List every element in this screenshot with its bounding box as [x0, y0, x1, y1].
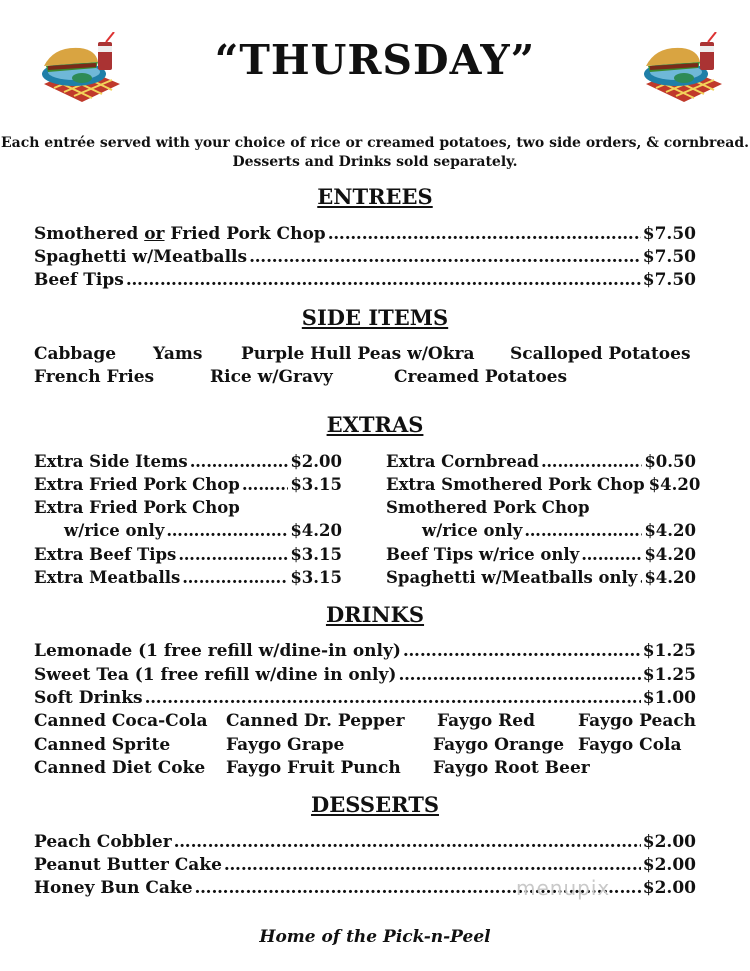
menu-item	[34, 247, 696, 267]
item-name: Extra Meatballs	[34, 568, 181, 587]
extra-item	[34, 521, 342, 540]
item-price: $2.00	[290, 452, 342, 471]
item-name: Beef Tips w/rice only	[386, 545, 580, 564]
extra-item	[34, 568, 342, 587]
intro-line: Each entrée served with your choice of rice or creamed potatoes, two side orders, & cornbread.	[0, 135, 749, 151]
item-name: Soft Drinks	[34, 688, 143, 708]
item-name: Peanut Butter Cake	[34, 855, 222, 875]
menu-item	[34, 224, 696, 244]
side-item: Scalloped Potatoes	[510, 344, 691, 364]
item-price: $0.50	[644, 452, 696, 471]
menu-item	[34, 832, 696, 852]
drink-item: Faygo Orange	[433, 735, 565, 755]
section-heading-drinks: DRINKS	[325, 602, 425, 627]
side-item: Rice w/Gravy	[210, 367, 333, 387]
footer-tagline: Home of the Pick-n-Peel	[259, 927, 491, 947]
item-price: $1.25	[642, 665, 696, 685]
drink-item: Canned Diet Coke	[34, 758, 206, 778]
item-name: Extra Smothered Pork Chop	[386, 475, 645, 494]
item-name: Spaghetti w/Meatballs only	[386, 568, 638, 587]
drink-item: Faygo Peach	[578, 711, 697, 731]
menu-item	[34, 665, 696, 685]
menu-item	[34, 855, 696, 875]
extra-item	[386, 545, 696, 564]
item-name: Extra Side Items	[34, 452, 188, 471]
drink-item: Faygo Red	[437, 711, 536, 731]
intro-line: Desserts and Drinks sold separately.	[232, 154, 518, 170]
item-price: $3.15	[290, 568, 342, 587]
item-price: $4.20	[644, 545, 696, 564]
section-heading-sides: SIDE ITEMS	[301, 305, 449, 330]
item-price: $1.00	[642, 688, 696, 708]
item-name: Honey Bun Cake	[34, 878, 193, 898]
item-price: $3.15	[290, 475, 342, 494]
item-price: $2.00	[642, 878, 696, 898]
extra-item	[386, 568, 696, 587]
item-price: $4.20	[644, 521, 696, 540]
item-name: Spaghetti w/Meatballs	[34, 247, 248, 267]
item-price: $2.00	[642, 832, 696, 852]
item-name: Extra Fried Pork Chop	[34, 475, 240, 494]
side-item: Yams	[153, 344, 203, 364]
item-name: w/rice only	[64, 521, 165, 540]
extra-item-name: Smothered Pork Chop	[386, 498, 590, 517]
side-item: French Fries	[34, 367, 155, 387]
item-price: $1.25	[642, 641, 696, 661]
section-heading-extras: EXTRAS	[326, 412, 424, 437]
page-title: “THURSDAY”	[214, 36, 536, 84]
side-item: Creamed Potatoes	[394, 367, 568, 387]
menu-item	[34, 688, 696, 708]
extra-item	[34, 475, 342, 494]
extra-item	[386, 475, 701, 494]
item-name: Beef Tips	[34, 270, 124, 290]
section-heading-entrees: ENTREES	[317, 184, 433, 209]
menu-item	[34, 270, 696, 290]
item-name: Extra Beef Tips	[34, 545, 177, 564]
item-price: $7.50	[642, 247, 696, 267]
item-price: $7.50	[642, 224, 696, 244]
section-heading-desserts: DESSERTS	[311, 792, 439, 817]
drink-item: Canned Sprite	[34, 735, 171, 755]
drink-item: Faygo Cola	[578, 735, 682, 755]
side-item: Cabbage	[34, 344, 117, 364]
drink-item: Canned Coca-Cola	[34, 711, 208, 731]
item-price: $4.20	[644, 568, 696, 587]
item-name: Peach Cobbler	[34, 832, 172, 852]
item-price: $3.15	[290, 545, 342, 564]
watermark: menupix	[516, 876, 611, 900]
item-name: Sweet Tea (1 free refill w/dine in only)	[34, 665, 397, 685]
item-name: w/rice only	[422, 521, 523, 540]
item-price: $2.00	[642, 855, 696, 875]
extra-item	[34, 545, 342, 564]
drink-item: Faygo Grape	[226, 735, 345, 755]
extra-item-name: Extra Fried Pork Chop	[34, 498, 240, 517]
extra-item	[386, 521, 696, 540]
drink-item: Faygo Root Beer	[433, 758, 590, 778]
item-price: $4.20	[648, 475, 701, 494]
item-name: Smothered or Fried Pork Chop	[34, 224, 326, 244]
item-name: Extra Cornbread	[386, 452, 539, 471]
side-item: Purple Hull Peas w/Okra	[241, 344, 475, 364]
item-name: Lemonade (1 free refill w/dine-in only)	[34, 641, 401, 661]
item-price: $4.20	[290, 521, 342, 540]
extra-item	[386, 452, 696, 471]
drink-item: Canned Dr. Pepper	[226, 711, 405, 731]
drink-item: Faygo Fruit Punch	[226, 758, 401, 778]
item-price: $7.50	[642, 270, 696, 290]
menu-item	[34, 641, 696, 661]
extra-item	[34, 452, 342, 471]
intro-text	[0, 134, 750, 172]
